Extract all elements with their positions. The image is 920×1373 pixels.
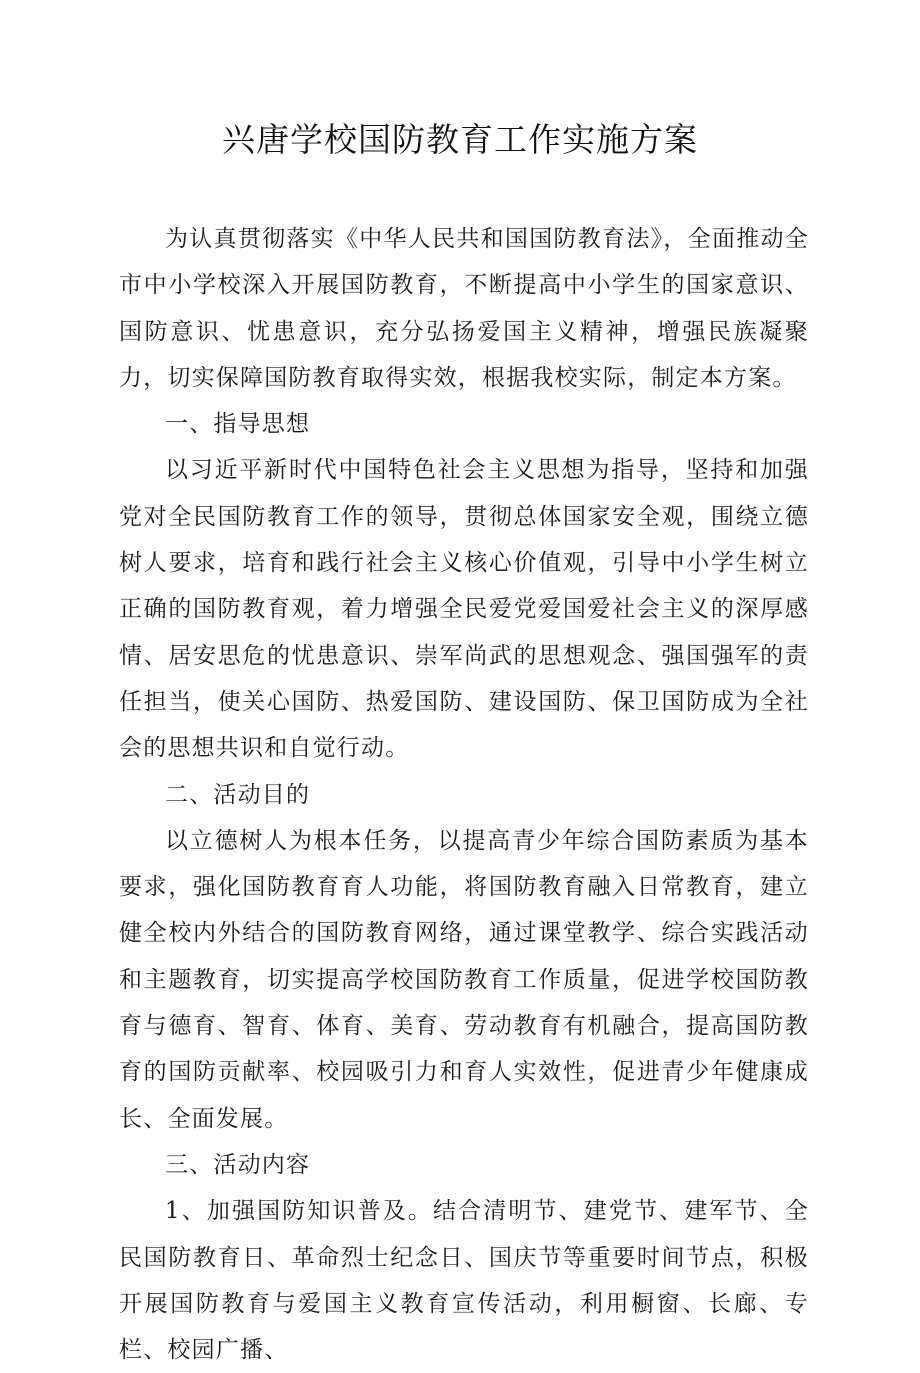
section-heading-activity-content: 三、活动内容	[165, 1151, 311, 1178]
document-body	[119, 216, 809, 1373]
activity-content-item-1: 1、加强国防知识普及。结合清明节、建党节、建军节、全民国防教育日、革命烈士纪念日、国庆节等重要时间节点，积极开展国防教育与爱国主义教育宣传活动，利用橱窗、长廊、专栏、校园广播、	[119, 1198, 809, 1364]
document-title: 兴唐学校国防教育工作实施方案	[222, 120, 698, 159]
guiding-ideology-paragraph: 以习近平新时代中国特色社会主义思想为指导，坚持和加强党对全民国防教育工作的领导，贯彻总体国家安全观，围绕立德树人要求，培育和践行社会主义核心价值观，引导中小学生树立正确的国防教育观，着力增强全民爱党爱国爱社会主义的深厚感情、居安思危的忧患意识、崇军尚武的思想观念、强国强军的责任担当，使关心国防、热爱国防、建设国防、保卫国防成为全社会的思想共识和自觉行动。	[119, 457, 809, 762]
activity-purpose-paragraph: 以立德树人为根本任务，以提高青少年综合国防素质为基本要求，强化国防教育育人功能，将国防教育融入日常教育，建立健全校内外结合的国防教育网络，通过课堂教学、综合实践活动和主题教育，切实提高学校国防教育工作质量，促进学校国防教育与德育、智育、体育、美育、劳动教育有机融合，提高国防教育的国防贡献率、校园吸引力和育人实效性，促进青少年健康成长、全面发展。	[119, 827, 809, 1132]
section-heading-activity-purpose: 二、活动目的	[165, 781, 311, 808]
section-heading-guiding-ideology: 一、指导思想	[165, 411, 311, 438]
intro-paragraph: 为认真贯彻落实《中华人民共和国国防教育法》，全面推动全市中小学校深入开展国防教育，不断提高中小学生的国家意识、国防意识、忧患意识，充分弘扬爱国主义精神，增强民族凝聚力，切实保障国防教育取得实效，根据我校实际，制定本方案。	[119, 226, 809, 391]
